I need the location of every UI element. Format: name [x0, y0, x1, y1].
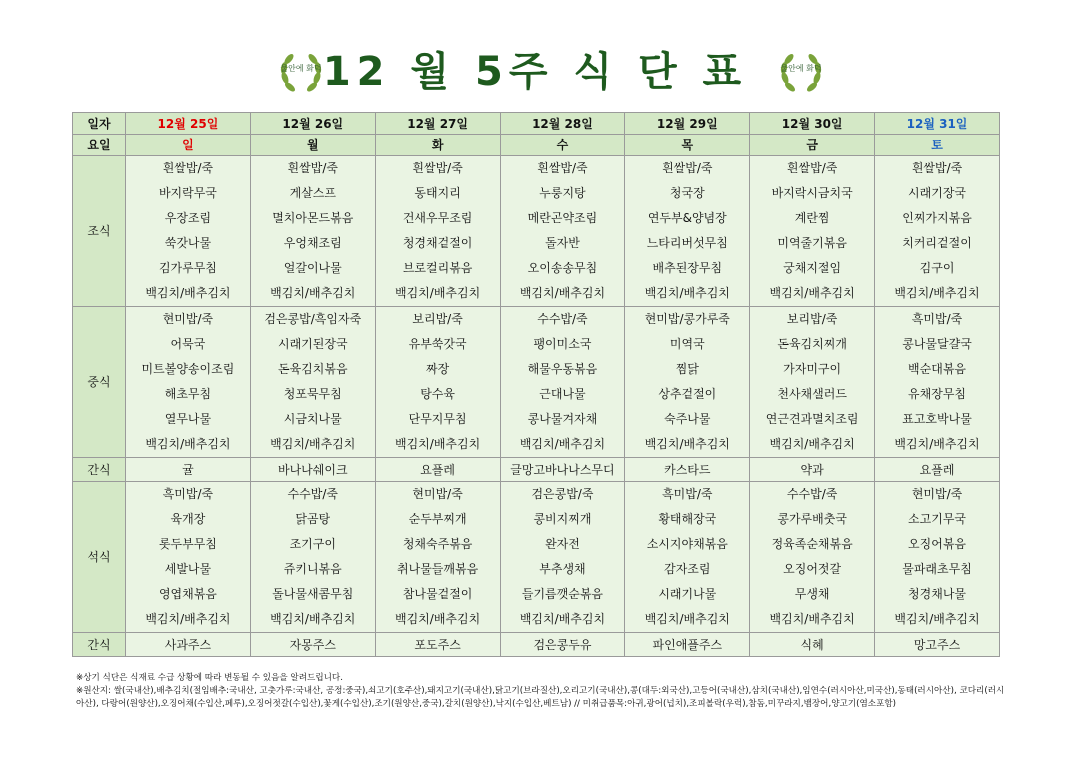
meal-cell — [750, 307, 875, 458]
menu-item: 표고호박나물 — [902, 412, 972, 426]
meal-cell — [126, 156, 251, 307]
menu-item: 미역국 — [669, 337, 705, 351]
footnote-notice: ※상기 식단은 식재료 수급 상황에 따라 변동될 수 있음을 알려드립니다. — [76, 673, 343, 683]
meal-cell — [500, 156, 625, 307]
date-cell: 12월 28일 — [500, 113, 625, 135]
snack-cell: 포도주스 — [375, 633, 500, 657]
meal-cell — [250, 482, 375, 633]
menu-item: 바지락시금치국 — [771, 186, 853, 200]
menu-item: 수수밥/죽 — [287, 487, 338, 501]
menu-item: 롯두부무침 — [158, 537, 217, 551]
meal-cell — [375, 482, 500, 633]
menu-item: 오징어볶음 — [908, 537, 967, 551]
menu-item: 어묵국 — [170, 337, 206, 351]
menu-item: 백김치/배추김치 — [644, 612, 730, 626]
date-cell: 12월 30일 — [750, 113, 875, 135]
meal-cell — [875, 482, 1000, 633]
menu-item: 청경채겉절이 — [402, 236, 473, 250]
date-cell: 12월 27일 — [375, 113, 500, 135]
menu-item: 검은콩밥/죽 — [531, 487, 594, 501]
row-label-dinner: 석식 — [73, 482, 126, 633]
dow-row — [73, 135, 1000, 156]
menu-item: 황태해장국 — [658, 512, 717, 526]
menu-item: 계란찜 — [794, 211, 830, 225]
menu-item: 오이송송무침 — [527, 261, 598, 275]
menu-item: 백김치/배추김치 — [395, 437, 481, 451]
menu-item: 백김치/배추김치 — [644, 437, 730, 451]
menu-item: 흰쌀밥/죽 — [537, 161, 588, 175]
menu-item: 백김치/배추김치 — [270, 286, 356, 300]
meal-cell — [750, 482, 875, 633]
menu-item: 백김치/배추김치 — [519, 286, 606, 300]
date-cell: 12월 31일 — [875, 113, 1000, 135]
dow-cell: 금 — [750, 135, 875, 156]
menu-item: 김가루무침 — [158, 261, 217, 275]
menu-item: 팽이미소국 — [533, 337, 592, 351]
menu-item: 백김치/배추김치 — [270, 437, 356, 451]
menu-item: 돌자반 — [545, 236, 580, 250]
menu-item: 흰쌀밥/죽 — [412, 161, 463, 175]
menu-item: 시금치나물 — [283, 412, 342, 426]
menu-item: 조기구이 — [289, 537, 336, 551]
snack-cell: 글망고바나나스무디 — [500, 458, 625, 482]
menu-item: 소고기무국 — [908, 512, 967, 526]
menu-item: 백김치/배추김치 — [769, 286, 855, 300]
menu-item: 백김치/배추김치 — [644, 286, 730, 300]
dow-cell: 수 — [500, 135, 625, 156]
date-cell: 12월 26일 — [250, 113, 375, 135]
menu-item: 열무나물 — [164, 412, 212, 426]
date-row — [73, 113, 1000, 135]
menu-item: 가자미구이 — [783, 362, 842, 376]
menu-item: 오징어젓갈 — [783, 562, 842, 576]
meal-cell — [250, 156, 375, 307]
snack2-row — [73, 633, 1000, 657]
meal-cell — [625, 156, 750, 307]
laurel-wreath-icon — [776, 48, 826, 98]
dow-cell: 일 — [126, 135, 251, 156]
menu-item: 미역줄기볶음 — [777, 236, 847, 250]
menu-item: 멸치아몬드볶음 — [272, 211, 354, 225]
menu-item: 닭곰탕 — [295, 512, 331, 526]
logo-left — [276, 48, 326, 98]
menu-item: 백김치/배추김치 — [145, 612, 231, 626]
meal-cell — [500, 307, 625, 458]
laurel-wreath-icon — [276, 48, 326, 98]
menu-item: 청포묵무침 — [283, 387, 342, 401]
breakfast-row — [73, 156, 1000, 307]
menu-item: 유채장무침 — [908, 387, 967, 401]
menu-item: 백김치/배추김치 — [519, 437, 606, 451]
menu-item: 돌나물새콤무침 — [272, 587, 354, 601]
menu-item: 흑미밥/죽 — [662, 487, 713, 501]
menu-item: 보리밥/죽 — [786, 312, 838, 326]
menu-item: 현미밥/죽 — [911, 487, 963, 501]
menu-item: 백김치/배추김치 — [769, 437, 855, 451]
menu-item: 세발나물 — [164, 562, 212, 576]
menu-item: 해초무침 — [164, 387, 212, 401]
menu-item: 소시지야채볶음 — [646, 537, 728, 551]
date-cell: 12월 29일 — [625, 113, 750, 135]
row-label-date: 일자 — [73, 113, 126, 135]
menu-item: 수수밥/죽 — [786, 487, 838, 501]
meal-cell — [500, 482, 625, 633]
menu-item: 시래기된장국 — [277, 337, 348, 351]
menu-item: 숙주나물 — [664, 412, 711, 426]
menu-item: 청경채나물 — [908, 587, 967, 601]
menu-item: 김구이 — [919, 261, 955, 275]
menu-item: 단무지무침 — [408, 412, 467, 426]
menu-item: 찜닭 — [675, 362, 699, 376]
menu-item: 들기름깻순볶음 — [521, 587, 604, 601]
menu-item: 보리밥/죽 — [412, 312, 463, 326]
dow-cell: 화 — [375, 135, 500, 156]
menu-item: 현미밥/죽 — [412, 487, 463, 501]
row-label-dow: 요일 — [73, 135, 126, 156]
menu-item: 동태지리 — [414, 186, 461, 200]
menu-item: 천사채샐러드 — [777, 387, 847, 401]
snack-cell: 자몽주스 — [250, 633, 375, 657]
menu-item: 흑미밥/죽 — [911, 312, 963, 326]
meal-cell — [375, 156, 500, 307]
footnote-origin: ※원산지: 쌀(국내산),배추김치(절임배추:국내산, 고춧가루:국내산, 공정:중국),쇠고기(호주산),돼지고기(국내산),닭고기(브라질산),오리고기(국내산),콩(대두:외국산),고등어(국내산),삼치(국내산),임연수(러시아산,미국산),동태(러시아산), 코다리(러시아산), 다랑어(원양산),오징어채(수입산,페루),오징어젓갈(수입산),꽃게(수입산),조기(원양산,중국),갈치(원양산),낙지(수입산,베트남) // 미취급품목:아귀,광어(넙치),조피볼락(우럭),참돔,미꾸라지,뱀장어,양고기(염소포함) — [76, 686, 1005, 709]
menu-item: 바지락무국 — [158, 186, 217, 200]
menu-item: 느타리버섯무침 — [646, 236, 728, 250]
menu-item: 건새우무조림 — [402, 211, 473, 225]
menu-item: 백김치/배추김치 — [769, 612, 855, 626]
meal-cell — [875, 307, 1000, 458]
menu-item: 탕수육 — [420, 387, 455, 401]
menu-item: 배추된장무침 — [652, 261, 723, 275]
menu-item: 청국장 — [669, 186, 705, 200]
menu-item: 시래기장국 — [908, 186, 967, 200]
logo-text: 물안에 화덕 — [280, 64, 322, 73]
menu-item: 메란곤약조림 — [527, 211, 598, 225]
menu-item: 백김치/배추김치 — [894, 286, 980, 300]
menu-item: 백김치/배추김치 — [894, 612, 980, 626]
snack-cell: 검은콩두유 — [500, 633, 625, 657]
menu-item: 유부쑥갓국 — [408, 337, 467, 351]
menu-item: 돈육김치찌개 — [777, 337, 847, 351]
snack-cell: 귤 — [126, 458, 251, 482]
menu-item: 치커리겉절이 — [902, 236, 972, 250]
menu-item: 게살스프 — [289, 186, 336, 200]
meal-cell — [625, 482, 750, 633]
menu-item: 쑥갓나물 — [164, 236, 212, 250]
row-label-lunch: 중식 — [73, 307, 126, 458]
row-label-breakfast: 조식 — [73, 156, 126, 307]
menu-item: 현미밥/콩가루죽 — [644, 312, 730, 326]
meal-cell — [875, 156, 1000, 307]
menu-item: 현미밥/죽 — [162, 312, 214, 326]
menu-item: 누룽지탕 — [539, 186, 586, 200]
menu-item: 콩가루배춧국 — [777, 512, 847, 526]
menu-item: 돈육김치볶음 — [277, 362, 348, 376]
menu-item: 미트볼양송이조림 — [141, 362, 235, 376]
menu-item: 영엽채볶음 — [158, 587, 217, 601]
menu-item: 콩비지찌개 — [533, 512, 592, 526]
menu-item: 감자조림 — [664, 562, 711, 576]
menu-item: 백김치/배추김치 — [145, 286, 231, 300]
menu-item: 흰쌀밥/죽 — [786, 161, 838, 175]
meal-cell — [750, 156, 875, 307]
menu-item: 청채숙주볶음 — [402, 537, 473, 551]
row-label-snack1: 간식 — [73, 458, 126, 482]
snack-cell: 요플레 — [875, 458, 1000, 482]
lunch-row — [73, 307, 1000, 458]
dow-cell: 목 — [625, 135, 750, 156]
page-title: 12 월 5주 식 단 표 — [322, 49, 748, 95]
menu-item: 부추생채 — [539, 562, 586, 576]
menu-item: 연두부&양념장 — [647, 211, 727, 225]
meal-cell — [625, 307, 750, 458]
logo-text: 물안에 화덕 — [780, 64, 822, 73]
menu-item: 흰쌀밥/죽 — [287, 161, 338, 175]
menu-item: 흑미밥/죽 — [162, 487, 214, 501]
menu-item: 흰쌀밥/죽 — [911, 161, 963, 175]
menu-item: 백김치/배추김치 — [519, 612, 606, 626]
row-label-snack2: 간식 — [73, 633, 126, 657]
meal-cell — [250, 307, 375, 458]
menu-item: 콩나물겨자채 — [527, 412, 598, 426]
menu-item: 무생채 — [794, 587, 830, 601]
menu-item: 순두부찌개 — [408, 512, 467, 526]
menu-item: 우엉채조림 — [283, 236, 342, 250]
menu-item: 백김치/배추김치 — [395, 612, 481, 626]
logo-right — [776, 48, 826, 98]
menu-item: 상추겉절이 — [658, 387, 717, 401]
menu-item: 참나물겉절이 — [402, 587, 473, 601]
menu-item: 백김치/배추김치 — [395, 286, 481, 300]
snack1-row — [73, 458, 1000, 482]
date-cell: 12월 25일 — [126, 113, 251, 135]
snack-cell: 요플레 — [375, 458, 500, 482]
menu-item: 흰쌀밥/죽 — [662, 161, 713, 175]
menu-item: 육개장 — [170, 512, 206, 526]
snack-cell: 파인애플주스 — [625, 633, 750, 657]
menu-item: 해물우동볶음 — [527, 362, 598, 376]
menu-item: 브로컬리볶음 — [402, 261, 473, 275]
menu-item: 짜장 — [426, 362, 450, 376]
dow-cell: 토 — [875, 135, 1000, 156]
menu-item: 시래기나물 — [658, 587, 717, 601]
meal-cell — [126, 482, 251, 633]
menu-item: 물파래초무침 — [902, 562, 972, 576]
menu-item: 우장조림 — [164, 211, 212, 225]
menu-item: 취나물들깨볶음 — [397, 562, 479, 576]
snack-cell: 식혜 — [750, 633, 875, 657]
menu-item: 수수밥/죽 — [537, 312, 588, 326]
meal-cell — [375, 307, 500, 458]
menu-item: 완자전 — [545, 537, 580, 551]
menu-item: 정육족순채볶음 — [771, 537, 853, 551]
snack-cell: 망고주스 — [875, 633, 1000, 657]
dow-cell: 월 — [250, 135, 375, 156]
menu-item: 궁채지절임 — [783, 261, 842, 275]
menu-item: 백순대볶음 — [908, 362, 967, 376]
dinner-row — [73, 482, 1000, 633]
menu-item: 연근견과멸치조림 — [765, 412, 859, 426]
snack-cell: 사과주스 — [126, 633, 251, 657]
menu-item: 백김치/배추김치 — [894, 437, 980, 451]
menu-item: 근대나물 — [539, 387, 586, 401]
menu-item: 얼갈이나물 — [283, 261, 342, 275]
menu-item: 백김치/배추김치 — [145, 437, 231, 451]
menu-item: 검은콩밥/흑임자죽 — [264, 312, 362, 326]
snack-cell: 카스타드 — [625, 458, 750, 482]
meal-cell — [126, 307, 251, 458]
menu-item: 백김치/배추김치 — [270, 612, 356, 626]
menu-item: 흰쌀밥/죽 — [162, 161, 214, 175]
menu-item: 콩나물달걀국 — [902, 337, 972, 351]
menu-table — [72, 112, 1000, 657]
menu-item: 인찌가지볶음 — [902, 211, 972, 225]
footnotes — [76, 672, 1006, 711]
snack-cell: 바나나쉐이크 — [250, 458, 375, 482]
menu-item: 쥬키니볶음 — [283, 562, 342, 576]
snack-cell: 약과 — [750, 458, 875, 482]
